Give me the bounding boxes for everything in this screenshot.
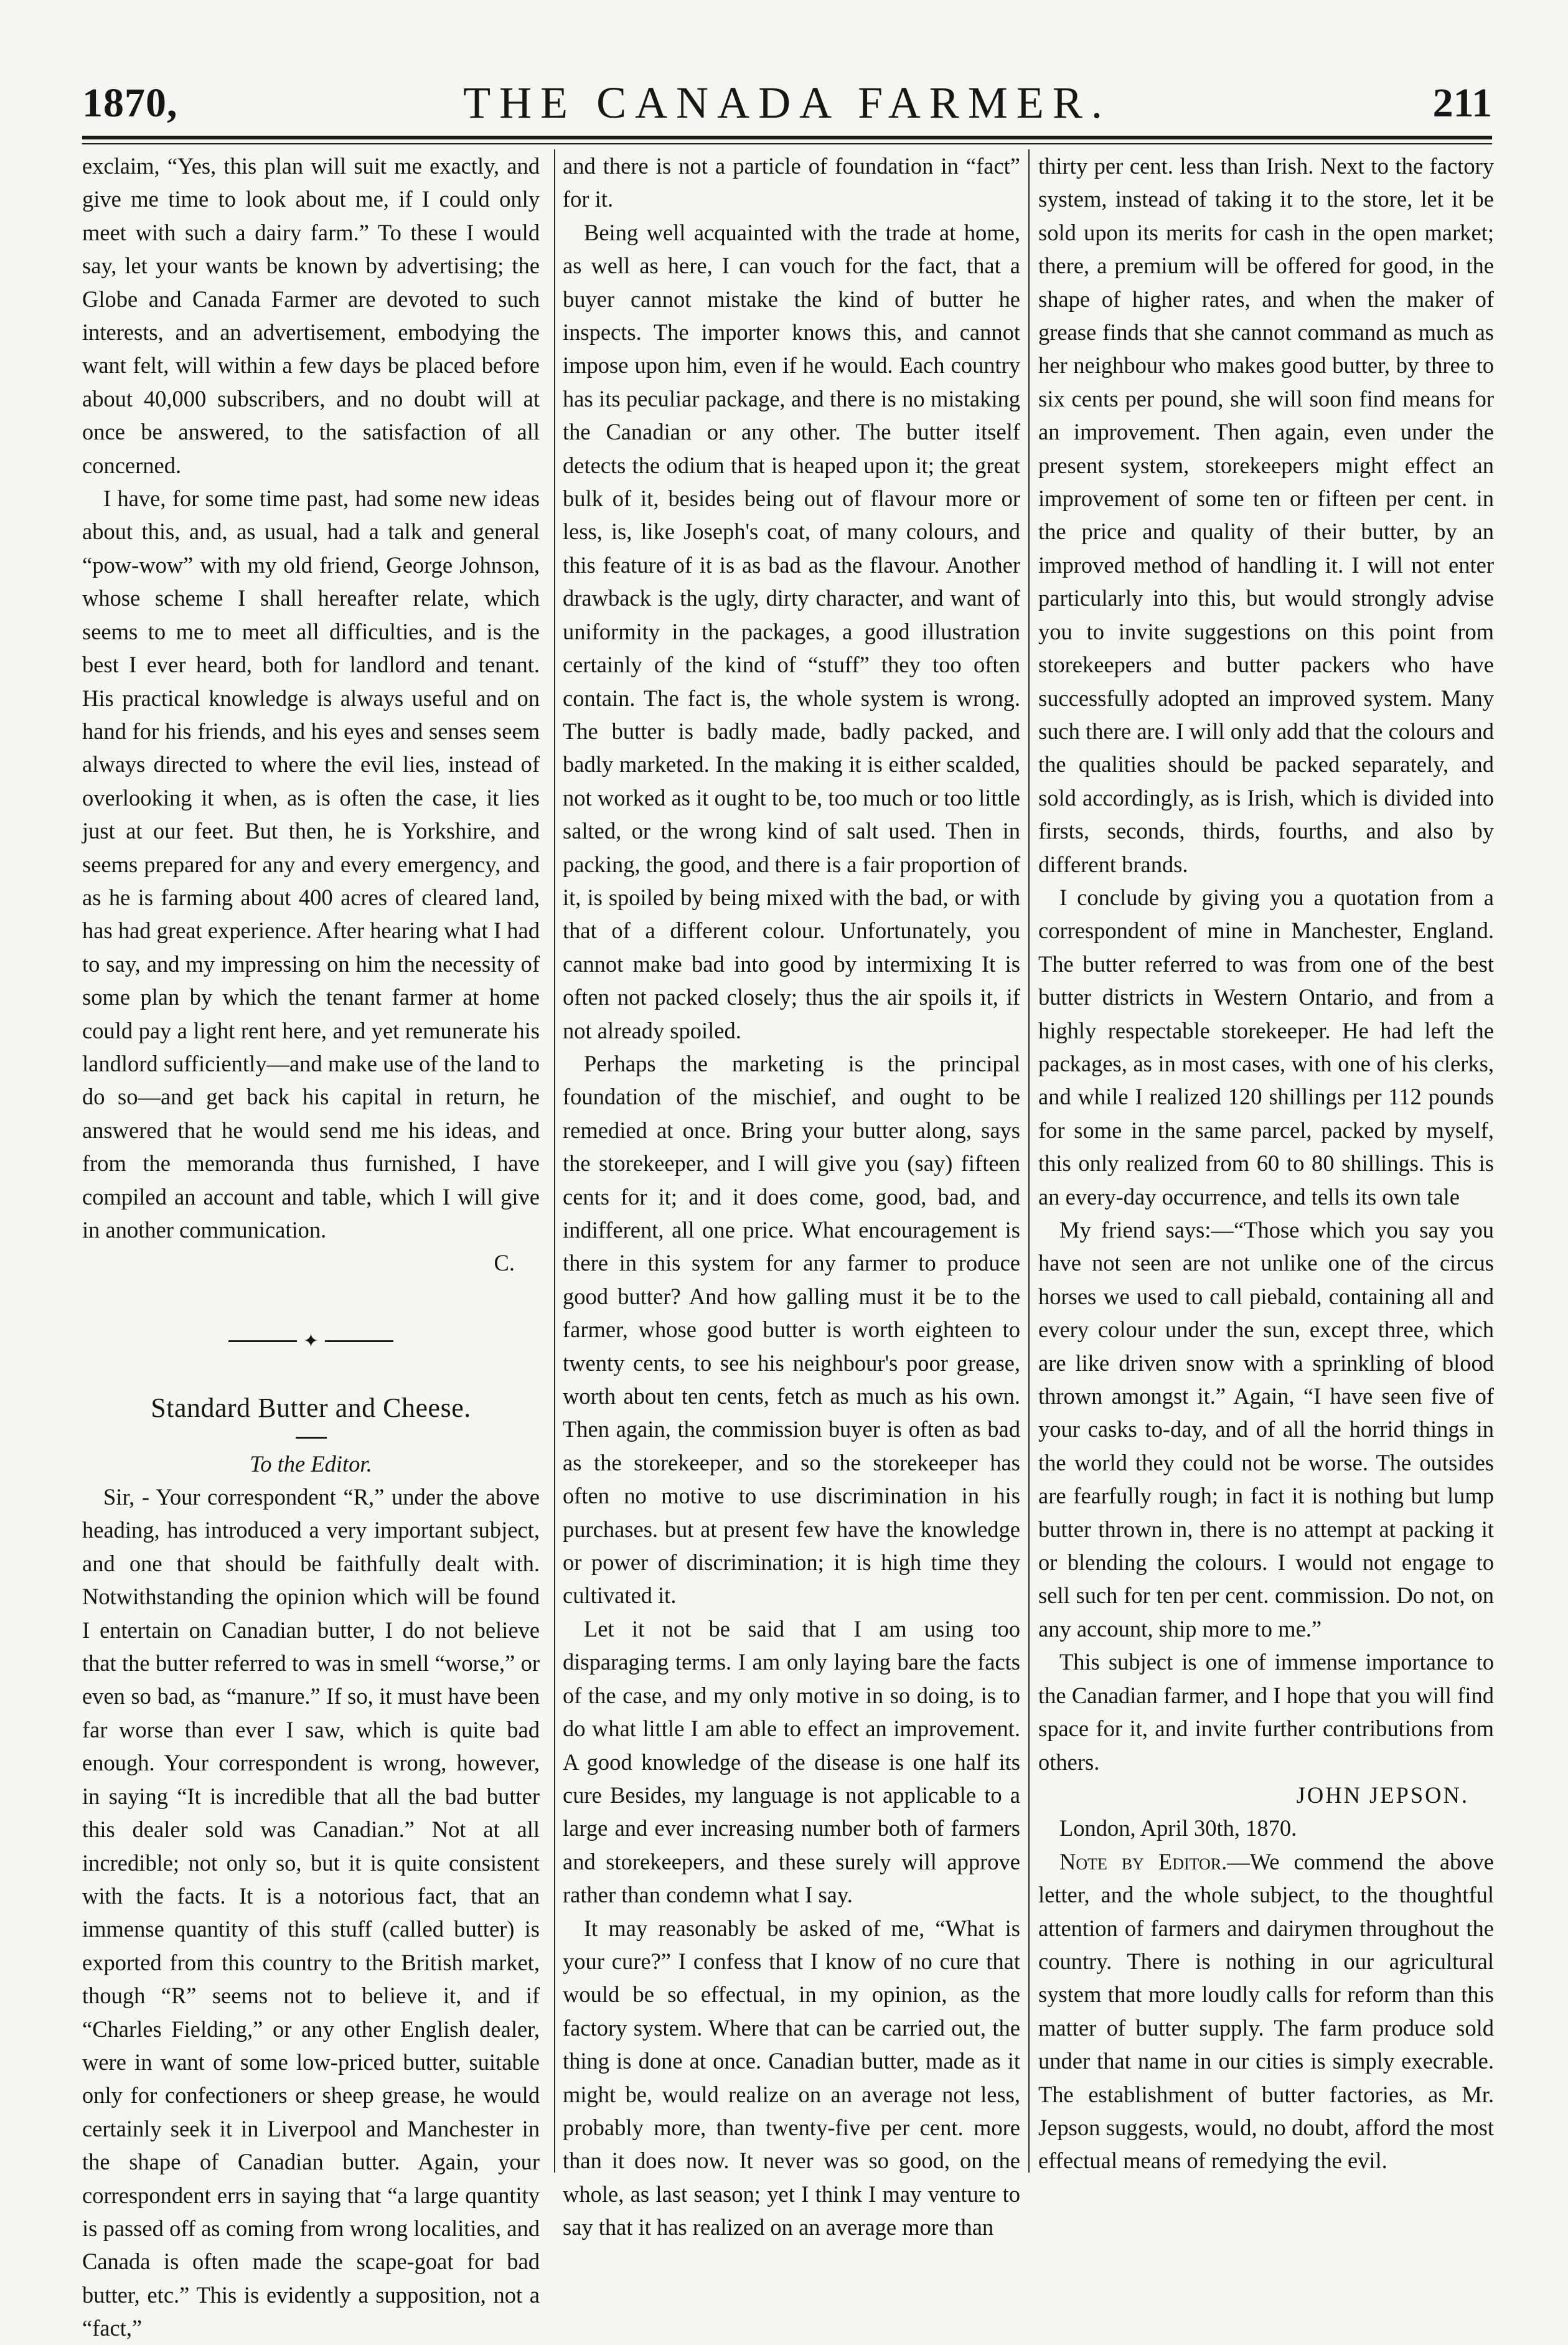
- column-1: [82, 149, 540, 2341]
- paragraph: My friend says:—“Those which you say you have not seen are not unlike one of the circus horses we used to call piebald, containing all and every colour under the sun, except three, which are like driven snow with a sprinkling of blood thrown amongst it.” Again, “I have seen five of your casks to-day, and of all the horrid things in the world they could not be worse. The outsides are fearfully rough; in fact it is nothing but lump butter thrown in, there is no attempt at packing it or blending the colours. I would not engage to sell such for ten per cent. commission. Do not, on any account, ship more to me.”: [1038, 1217, 1494, 1642]
- paragraph: Being well acquainted with the trade at home, as well as here, I can vouch for the fact, that a buyer cannot mistake the kind of butter he inspects. The importer knows this, and cannot impose upon him, even if he would. Each country has its peculiar package, and there is no mistaking the Canadian or any other. The butter itself detects the odium that is heaped upon it; the great bulk of it, besides being out of flavour more or less, is, like Joseph's coat, of many colours, and this feature of it is as bad as the flavour. Another drawback is the ugly, dirty character, and want of uniformity in the packages, a good illustration certainly of the kind of “stuff” they too often contain. The fact is, the whole system is wrong. The butter is badly made, badly packed, and badly marketed. In the making it is either scalded, not worked as it ought to be, too much or too little salted, or the wrong kind of salt used. Then in packing, the good, and there is a fair proportion of it, is spoiled by being mixed with the bad, or with that of a different colour. Unfortunately, you cannot make bad into good by intermixing It is often not packed closely; thus the air spoils it, if not already spoiled.: [563, 219, 1020, 1043]
- paragraph: I have, for some time past, had some new ideas about this, and, as usual, had a talk and general “pow-wow” with my old friend, George Johnson, whose scheme I shall hereafter relate, which seems to me to meet all difficulties, and is the best I ever heard, both for landlord and tenant. His practical knowledge is always useful and on hand for his friends, and his eyes and senses seem always directed to where the evil lies, instead of overlooking it when, as is often the case, it lies just at our feet. But then, he is Yorkshire, and seems prepared for any and every emergency, and as he is farming about 400 acres of cleared land, has had great experience. After hearing what I had to say, and my impressing on him the necessity of some plan by which the tenant farmer at home could pay a light rent here, and yet remunerate his landlord sufficiently—and make use of the land to do so—and get back his capital in return, he answered that he would send me his ideas, and from the memoranda thus furnished, I have compiled an account and table, which I will give in another communication.: [82, 486, 540, 1243]
- column-divider: [1028, 149, 1030, 2173]
- ornament-line: [325, 1340, 393, 1342]
- paragraph: Perhaps the marketing is the principal foundation of the mischief, and ought to be remedied at once. Bring your butter along, says the storekeeper, and I will give you (say) fifteen cents for it; and it does come, good, bad, and indifferent, all one price. What encouragement is there in this system for any farmer to produce good butter? And how galling must it be to the farmer, whose good butter is worth eighteen to twenty cents, to see his neighbour's poor grease, worth about ten cents, fetch as much as his own. Then again, the commission buyer is often as bad as the storekeeper, and so the storekeeper has often no motive to use discrimination in his purchases. but at present few have the knowledge or power of discrimination; it is high time they cultivated it.: [563, 1050, 1020, 1609]
- page-header: [82, 73, 1492, 142]
- paragraph: Let it not be said that I am using too disparaging terms. I am only laying bare the facts of the case, and my only motive in so doing, is to do what little I am able to effect an improvement. A good knowledge of the disease is one half its cure Besides, my language is not applicable to a large and ever increasing number both of farmers and storekeepers, and these surely will approve rather than condemn what I say.: [563, 1615, 1020, 1908]
- title-rule: [296, 1437, 327, 1439]
- paragraph: thirty per cent. less than Irish. Next to the factory system, instead of taking it to the store, let it be sold upon its merits for cash in the open market; there, a premium will be offered for good, in the shape of higher rates, and when the maker of grease finds that she cannot command as much as her neighbour who makes good butter, by three to six cents per pound, she will soon find means for an improvement. Then again, even under the present system, storekeepers might effect an improvement of some ten or fifteen per cent. in the price and quality of their butter, by an improved method of handling it. I will not enter particularly into this, but would strongly advise you to invite suggestions on this point from storekeepers and butter packers who have successfully adopted an improved system. Many such there are. I will only add that the colours and the qualities should be packed separately, and sold accordingly, as is Irish, which is divided into firsts, seconds, thirds, fourths, and also by different brands.: [1038, 153, 1494, 877]
- editor-note-text: —We commend the above letter, and the whole subject, to the thoughtful attention of farmers and dairymen throughout the country. There is nothing in our agricultural system that more loudly calls for reform than this matter of butter supply. The farm produce sold under that name in our cities is simply execrable. The establishment of butter factories, as Mr. Jepson suggests, would, no doubt, afford the most effectual means of remedying the evil.: [1038, 1848, 1494, 2174]
- signature-date: London, April 30th, 1870.: [1059, 1815, 1297, 1841]
- column-divider: [554, 149, 555, 2173]
- paragraph: Sir, - Your correspondent “R,” under the above heading, has introduced a very important subject, and one that should be faithfully dealt with. Notwithstanding the opinion which will be found I entertain on Canadian butter, I do not believe that the butter referred to was in smell “worse,” or even so bad, as “manure.” If so, it must have been far worse than ever I saw, which is quite bad enough. Your correspondent is wrong, however, in saying “It is incredible that all the bad butter this dealer sold was Canadian.” Not at all incredible; not only so, but it is quite consistent with the facts. It is a notorious fact, that an immense quantity of this stuff (called butter) is exported from this country to the British market, though “R” seems not to believe it, and if “Charles Fielding,” or any other English dealer, were in want of some low-priced butter, suitable only for confectioners or sheep grease, he would certainly seek it in Liverpool and Manchester in the shape of Canadian butter. Again, your correspondent errs in saying that “a large quantity is passed off as coming from wrong localities, and Canada is often made the scape-goat for bad butter, etc.” This is evidently a supposition, not a “fact,”: [82, 1484, 540, 2341]
- header-year: 1870,: [82, 80, 178, 126]
- paragraph: I conclude by giving you a quotation from a correspondent of mine in Manchester, England. The butter referred to was from one of the best butter districts in Western Ontario, and from a highly respectable storekeeper. He had left the packages, as in most cases, with one of his clerks, and while I realized 120 shillings per 112 pounds for some in the same parcel, packed by myself, this only realized from 60 to 80 shillings. This is an every-day occurrence, and tells its own tale: [1038, 884, 1494, 1210]
- column-3: [1038, 149, 1494, 2204]
- ornament-line: [228, 1340, 297, 1342]
- column-2: [563, 149, 1020, 2240]
- signature-initial: C.: [494, 1250, 515, 1276]
- paragraph: exclaim, “Yes, this plan will suit me exactly, and give me time to look about me, if I could only meet with such a dairy farm.” To these I would say, let your wants be known by advertising; the Globe and Canada Farmer are devoted to such interests, and an advertisement, embodying the want felt, will within a few days be placed before about 40,000 subscribers, and no doubt will at once be answered, to the satisfaction of all concerned.: [82, 153, 540, 478]
- paragraph: This subject is one of immense importance to the Canadian farmer, and I hope that you will find space for it, and invite further contributions from others.: [1038, 1649, 1494, 1775]
- masthead-title: THE CANADA FARMER.: [463, 78, 1111, 128]
- section-ornament: [82, 1323, 540, 1358]
- header-rule-thick: [82, 136, 1492, 139]
- editor-note: [1038, 1845, 1494, 2178]
- header-rule-thin: [82, 143, 1492, 144]
- signature-name: JOHN JEPSON.: [1296, 1782, 1469, 1808]
- editor-note-label: Note by Editor.: [1059, 1848, 1228, 1874]
- section-title: Standard Butter and Cheese.: [151, 1392, 471, 1423]
- paragraph: It may reasonably be asked of me, “What is your cure?” I confess that I know of no cure that would be so effectual, in my opinion, as the factory system. Where that can be carried out, the thing is done at once. Canadian butter, made as it might be, would realize on an average not less, probably more, than twenty-five per cent. more than it does now. It never was so good, on the whole, as last season; yet I think I may venture to say that it has realized on an average more than: [563, 1915, 1020, 2240]
- paragraph: and there is not a particle of foundation in “fact” for it.: [563, 153, 1020, 212]
- ornament-icon: ✦: [303, 1331, 319, 1352]
- page-number: 211: [1432, 80, 1492, 126]
- to-editor-line: To the Editor.: [250, 1450, 372, 1477]
